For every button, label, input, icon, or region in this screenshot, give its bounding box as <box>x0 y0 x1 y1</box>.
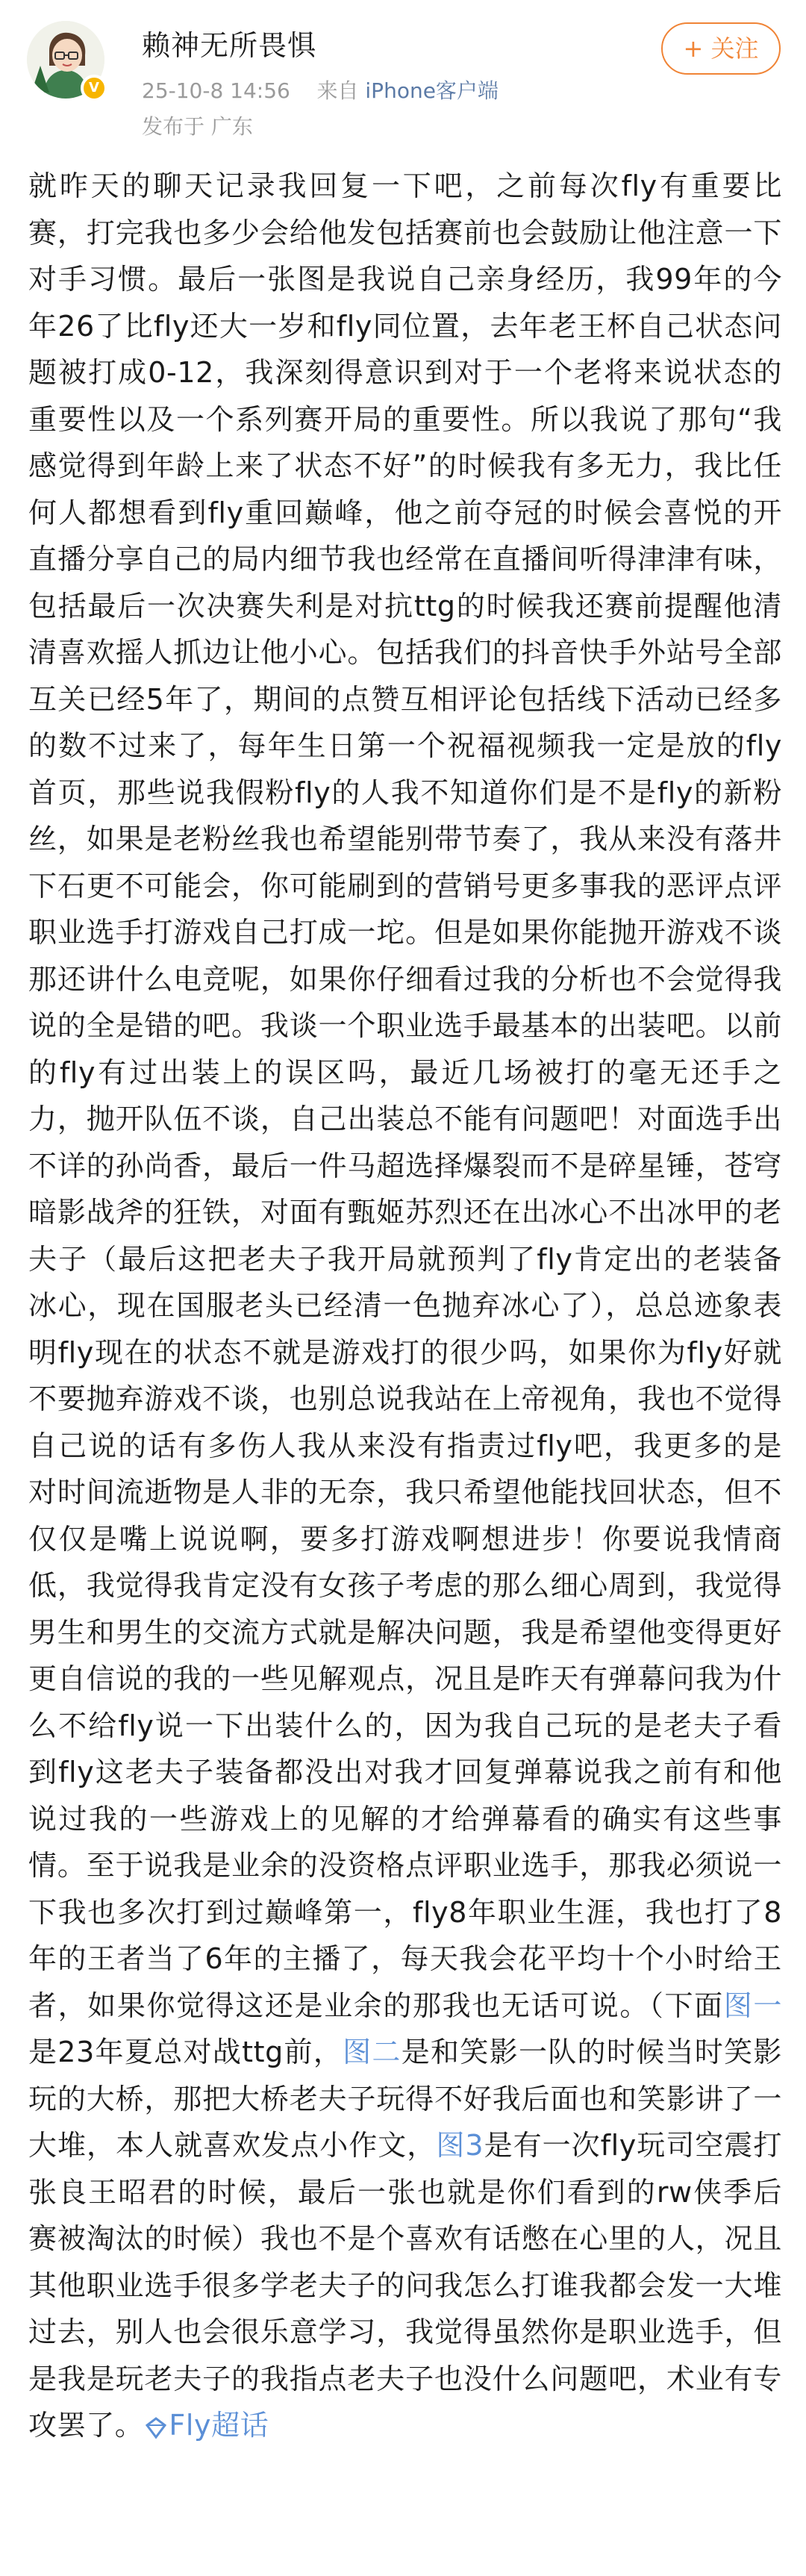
topic-label[interactable]: Fly超话 <box>169 2409 269 2442</box>
post-date: 25-10-8 14:56 <box>142 78 290 103</box>
source-prefix: 来自 <box>316 78 366 103</box>
diamond-topic-icon <box>143 2415 169 2440</box>
post-meta <box>142 75 499 105</box>
image-link-3[interactable]: 图3 <box>436 2129 484 2162</box>
post-location: 发布于 广东 <box>142 114 253 139</box>
post-header <box>0 0 806 157</box>
image-link-1[interactable]: 图一 <box>723 1989 782 2022</box>
image-link-2[interactable]: 图二 <box>343 2036 402 2068</box>
post-text-4: 是有一次fly玩司空震打张良王昭君的时候，最后一张也就是你们看到的rw侠季后赛被淘汰的时候）我也不是个喜欢有话憋在心里的人，况且其他职业选手很多学老夫子的问我怎么打谁我都会发一大堆过去，别人也会很乐意学习，我觉得虽然你是职业选手，但是我是玩老夫子的我指点老夫子也没什么问题吧，术业有专攻罢了。 <box>28 2129 782 2442</box>
client-link[interactable]: iPhone客户端 <box>365 78 499 103</box>
post-text-1: 就昨天的聊天记录我回复一下吧，之前每次fly有重要比赛，打完我也多少会给他发包括赛前也会鼓励让他注意一下对手习惯。最后一张图是我说自己亲身经历，我99年的今年26了比fly还大一岁和fly同位置，去年老王杯自己状态问题被打成0-12，我深刻得意识到对于一个老将来说状态的重要性以及一个系列赛开局的重要性。所以我说了那句“我感觉得到年龄上来了状态不好”的时候我有多无力，我比任何人都想看到fly重回巅峰，他之前夺冠的时候会喜悦的开直播分享自己的局内细节我也经常在直播间听得津津有味，包括最后一次决赛失利是对抗ttg的时候我还赛前提醒他清清喜欢摇人抓边让他小心。包括我们的抖音快手外站号全部互关已经5年了，期间的点赞互相评论包括线下活动已经多的数不过来了，每年生日第一个祝福视频我一定是放的fly首页，那些说我假粉fly的人我不知道你们是不是fly的新粉丝，如果是老粉丝我也希望能别带节奏了，我从来没有落井下石更不可能会，你可能刷到的营销号更多事我的恶评点评职业选手打游戏自己打成一坨。但是如果你能抛开游戏不谈那还讲什么电竞呢，如果你仔细看过我的分析也不会觉得我说的全是错的吧。我谈一个职业选手最基本的出装吧。以前的fly有过出装上的误区吗，最近几场被打的毫无还手之力，抛开队伍不谈，自己出装总不能有问题吧！对面选手出不详的孙尚香，最后一件马超选择爆裂而不是碎星锤，苍穹暗影战斧的狂铁，对面有甄姬苏烈还在出冰心不出冰甲的老夫子（最后这把老夫子我开局就预判了fly肯定出的老装备冰心，现在国服老头已经清一色抛弃冰心了），总总迹象表明fly现在的状态不就是游戏打的很少吗，如果你为fly好就不要抛弃游戏不谈，也别总说我站在上帝视角，我也不觉得自己说的话有多伤人我从来没有指责过fly吧，我更多的是对时间流逝物是人非的无奈，我只希望他能找回状态，但不仅仅是嘴上说说啊，要多打游戏啊想进步！你要说我情商低，我觉得我肯定没有女孩子考虑的那么细心周到，我觉得男生和男生的交流方式就是解决问题，我是希望他变得更好更自信说的我的一些见解观点，况且是昨天有弹幕问我为什么不给fly说一下出装什么的，因为我自己玩的是老夫子看到fly这老夫子装备都没出对我才回复弹幕说我之前有和他说过我的一些游戏上的见解的才给弹幕看的确实有这些事情。至于说我是业余的没资格点评职业选手，那我必须说一下我也多次打到过巅峰第一，fly8年职业生涯，我也打了8年的王者当了6年的主播了，每天我会花平均十个小时给王者，如果你觉得这还是业余的那我也无话可说。（下面 <box>28 169 782 2022</box>
verified-badge-icon: V <box>81 75 107 102</box>
username[interactable]: 赖神无所畏惧 <box>142 29 317 62</box>
post-text-2: 是23年夏总对战ttg前， <box>28 2036 343 2068</box>
post-body <box>28 163 782 2449</box>
topic-link[interactable] <box>143 2409 269 2442</box>
follow-button[interactable]: + 关注 <box>661 22 781 75</box>
post-text-3: 是和笑影一队的时候当时笑影玩的大桥，那把大桥老夫子玩得不好我后面也和笑影讲了一大堆，本人就喜欢发点小作文， <box>28 2036 782 2162</box>
